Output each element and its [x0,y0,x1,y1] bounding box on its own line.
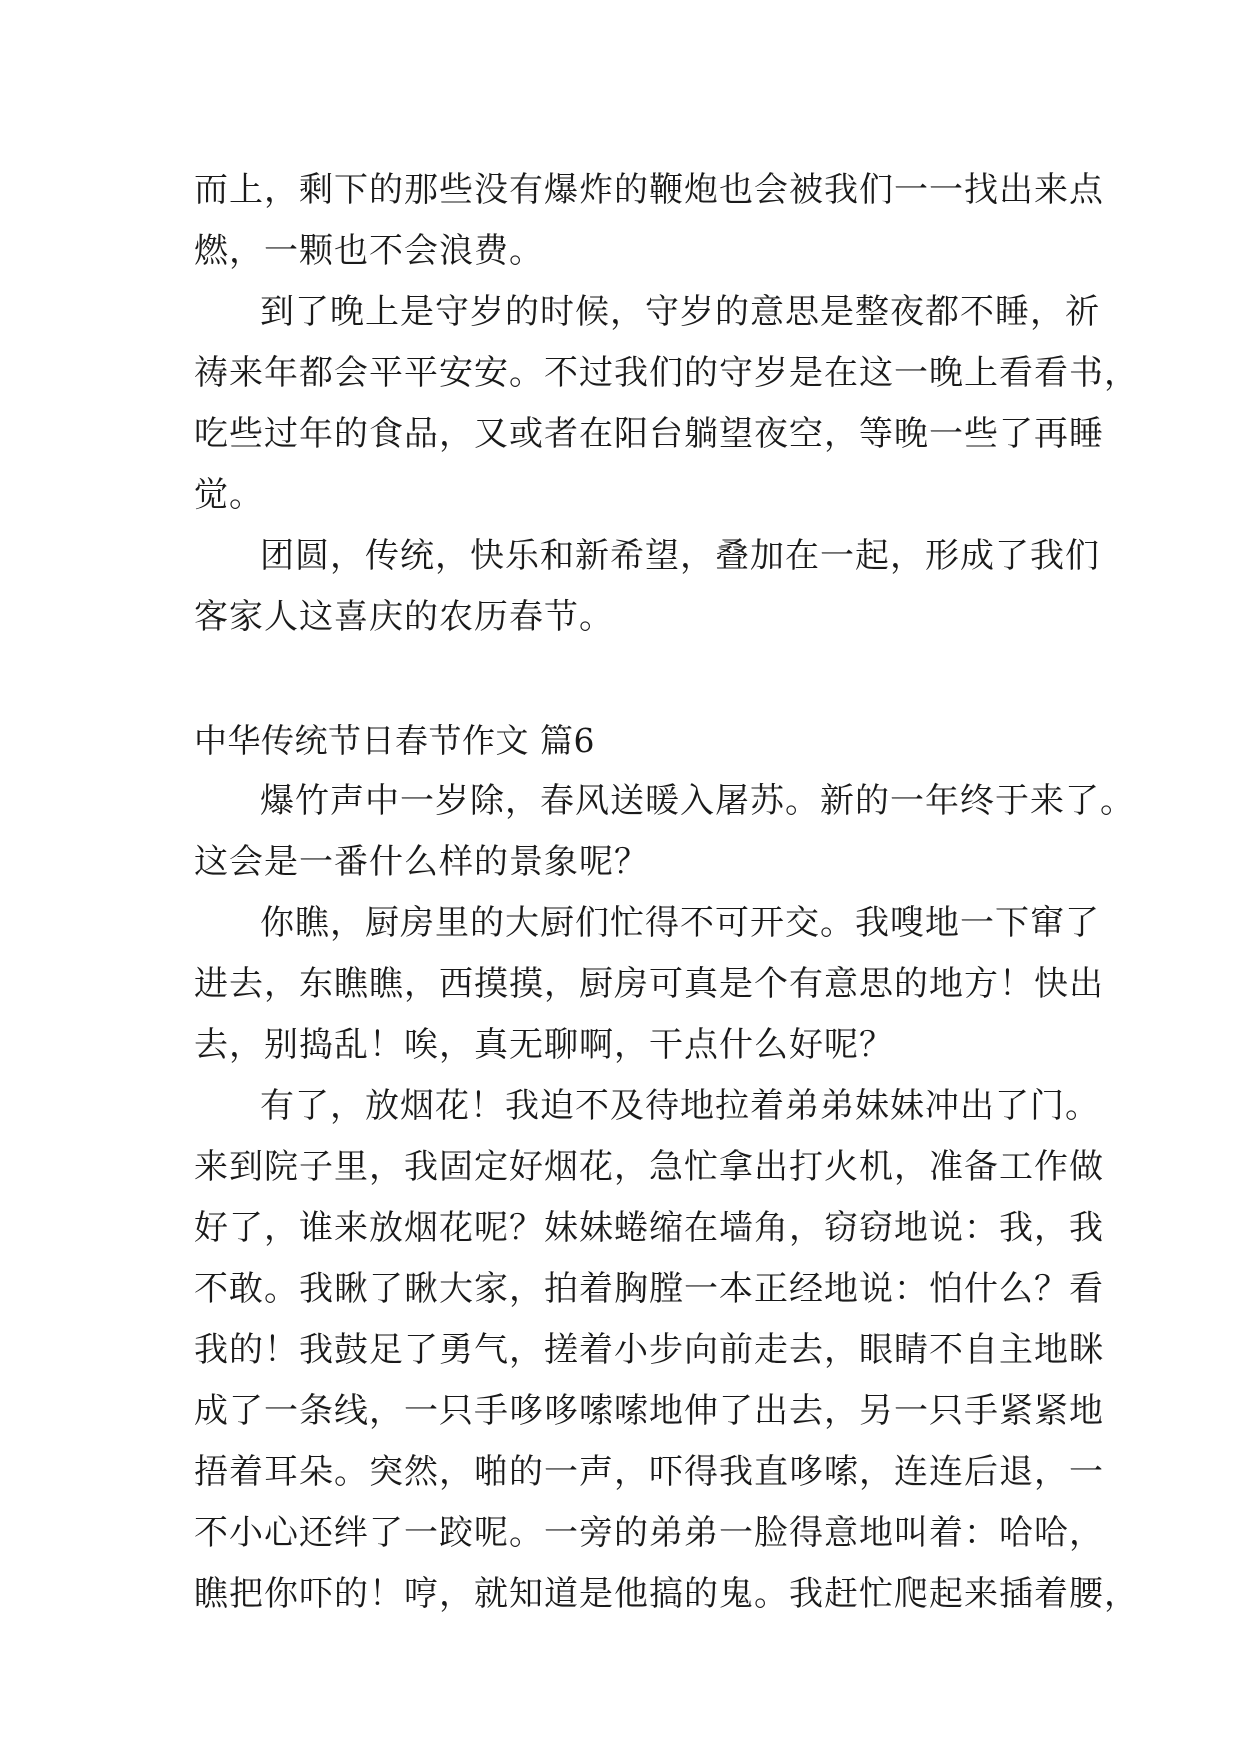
paragraph [194,1076,1139,1625]
document-body [194,160,1139,1625]
section-heading: 中华传统节日春节作文 篇6 [194,721,595,760]
text-line: 成了一条线，一只手哆哆嗦嗦地伸了出去，另一只手紧紧地 [194,1391,1104,1431]
paragraph [194,893,1104,1076]
text-line: 不敢。我瞅了瞅大家，拍着胸膛一本正经地说：怕什么？看 [194,1269,1104,1309]
text-line: 有了，放烟花！我迫不及待地拉着弟弟妹妹冲出了门。 [260,1086,1100,1126]
text-line: 爆竹声中一岁除，春风送暖入屠苏。新的一年终于来了。 [260,781,1135,821]
text-line: 好了，谁来放烟花呢？妹妹蜷缩在墙角，窃窃地说：我，我 [194,1208,1104,1248]
text-line: 觉。 [194,475,264,515]
text-line: 到了晚上是守岁的时候，守岁的意思是整夜都不睡，祈 [260,292,1100,332]
text-line: 燃，一颗也不会浪费。 [194,231,544,271]
text-line: 不小心还绊了一跤呢。一旁的弟弟一脸得意地叫着：哈哈， [194,1513,1104,1553]
text-line: 我的！我鼓足了勇气，搓着小步向前走去，眼睛不自主地眯 [194,1330,1104,1370]
paragraph [194,771,1135,893]
text-line: 进去，东瞧瞧，西摸摸，厨房可真是个有意思的地方！快出 [194,964,1104,1004]
text-line: 你瞧，厨房里的大厨们忙得不可开交。我嗖地一下窜了 [260,903,1100,943]
text-line: 来到院子里，我固定好烟花，急忙拿出打火机，准备工作做 [194,1147,1104,1187]
paragraph [194,526,1100,648]
text-line: 捂着耳朵。突然，啪的一声，吓得我直哆嗦，连连后退，一 [194,1452,1104,1492]
paragraph [194,282,1139,526]
paragraph [194,160,1104,282]
text-line: 瞧把你吓的！哼，就知道是他搞的鬼。我赶忙爬起来插着腰， [194,1574,1139,1614]
text-line: 祷来年都会平平安安。不过我们的守岁是在这一晚上看看书， [194,353,1139,393]
text-line: 吃些过年的食品，又或者在阳台躺望夜空，等晚一些了再睡 [194,414,1104,454]
text-line: 这会是一番什么样的景象呢？ [194,842,649,882]
text-line: 去，别捣乱！唉，真无聊啊，干点什么好呢？ [194,1025,894,1065]
text-line: 团圆，传统，快乐和新希望，叠加在一起，形成了我们 [260,536,1100,576]
section-spacer [194,648,1054,710]
text-line: 而上，剩下的那些没有爆炸的鞭炮也会被我们一一找出来点 [194,170,1104,210]
text-line: 客家人这喜庆的农历春节。 [194,597,614,637]
